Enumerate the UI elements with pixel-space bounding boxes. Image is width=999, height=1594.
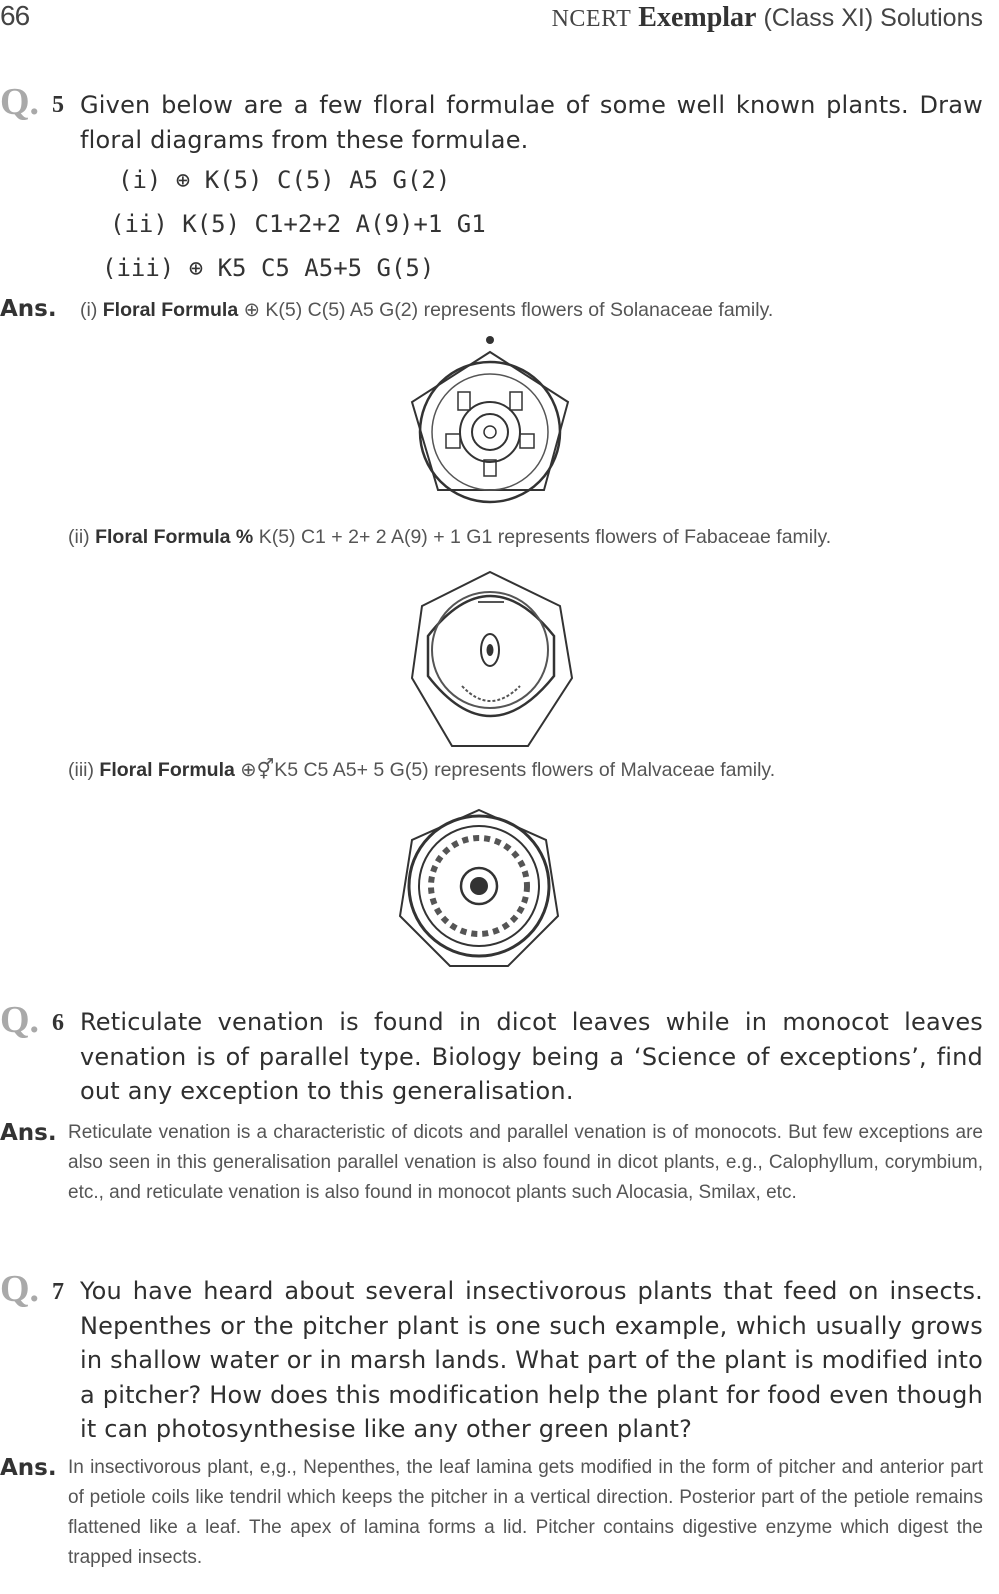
stamen-tube [462, 686, 520, 701]
question-7-text: You have heard about several insectivorous plants that feed on insects. Nepenthes or the pitcher plant is one such example, which usually grows in shallow water or in marsh lands. What part of the plant is modified into a pitcher? How does this modification help the plant for food even though it can photosynthesise like any other green plant? [80, 1277, 983, 1443]
question-5-number: 5 [52, 92, 64, 118]
running-header [552, 2, 983, 34]
question-7-number: 7 [52, 1279, 64, 1305]
formula-ii: (ii) K(5) C1+2+2 A(9)+1 G1 [110, 210, 486, 238]
question-6-answer-label: Ans. [0, 1120, 57, 1146]
placenta [484, 426, 496, 438]
question-5-label: Q. [0, 81, 40, 123]
answer-ii-caption [68, 526, 831, 549]
answer-ii-label: Floral Formula % [95, 526, 254, 548]
formula-iii: (iii) ⊕ K5 C5 A5+5 G(5) [102, 254, 435, 282]
ovule [487, 644, 494, 656]
mother-axis-dot [486, 336, 494, 344]
answer-ii-prefix: (ii) [68, 526, 90, 548]
answer-i-text: represents flowers of Solanaceae family. [423, 299, 774, 321]
question-6-text: Reticulate venation is found in dicot leaves while in monocot leaves venation is of parallel type. Biology being a ‘Science of exceptions’, find out any exception to this generalisation. [80, 1008, 983, 1105]
header-class: (Class XI) [763, 4, 874, 32]
answer-iii-label: Floral Formula [99, 759, 235, 781]
answer-iii-caption [68, 758, 775, 782]
page-number: 66 [0, 0, 30, 31]
question-7-answer: In insectivorous plant, e,g., Nepenthes, the leaf lamina gets modified in the form of pitcher and anterior part of petiole coils like tendril which keeps the pitcher in a vertical direction. Posterior part of the petiole remains flattened like a leaf. The apex of lamina forms a lid. Pitcher contains digestive enzyme which digest the trapped insects. [68, 1457, 983, 1568]
header-solutions: Solutions [880, 4, 983, 32]
header-exemplar: Exemplar [638, 2, 757, 33]
floral-diagram-malvaceae [396, 806, 562, 972]
question-7-label: Q. [0, 1268, 40, 1310]
calyx-outline [412, 352, 568, 490]
answer-iii-text: represents flowers of Malvaceae family. [434, 759, 776, 781]
question-6-answer: Reticulate venation is a characteristic of dicots and parallel venation is of monocots. But few exceptions are also seen in this generalisation parallel venation is also found in dicot plants, e.g., Calophyllum, corymbium, etc., and reticulate venation is also found in monocot plants such Alocasia, Smilax, etc. [68, 1122, 983, 1203]
formula-i: (i) ⊕ K(5) C(5) A5 G(2) [118, 166, 451, 194]
answer-i-caption [80, 298, 773, 322]
stamen [510, 392, 522, 410]
answer-iii-formula: ⊕⚥K5 C5 A5+ 5 G(5) [240, 759, 429, 781]
floral-diagram-fabaceae [408, 566, 578, 766]
ovary-center [470, 877, 488, 895]
answer-i-formula: ⊕ K(5) C(5) A5 G(2) [243, 299, 419, 321]
answer-i-prefix: (i) [80, 299, 98, 321]
stamen [446, 434, 460, 448]
answer-iii-prefix: (iii) [68, 759, 94, 781]
answer-i-label: Floral Formula [102, 299, 239, 321]
floral-diagram-solanaceae [408, 330, 588, 510]
question-6-number: 6 [52, 1010, 64, 1036]
question-5-answer-label: Ans. [0, 296, 57, 322]
answer-ii-formula: K(5) C1 + 2+ 2 A(9) + 1 G1 [258, 526, 493, 548]
stamen [458, 392, 470, 410]
question-7-answer-label: Ans. [0, 1455, 57, 1481]
answer-ii-text: represents flowers of Fabaceae family. [497, 526, 832, 548]
header-ncert: NCERT [551, 6, 632, 32]
question-6-label: Q. [0, 999, 40, 1041]
question-5-text: Given below are a few floral formulae of some well known plants. Draw floral diagrams from these formulae. [80, 91, 983, 154]
stamen [520, 434, 534, 448]
